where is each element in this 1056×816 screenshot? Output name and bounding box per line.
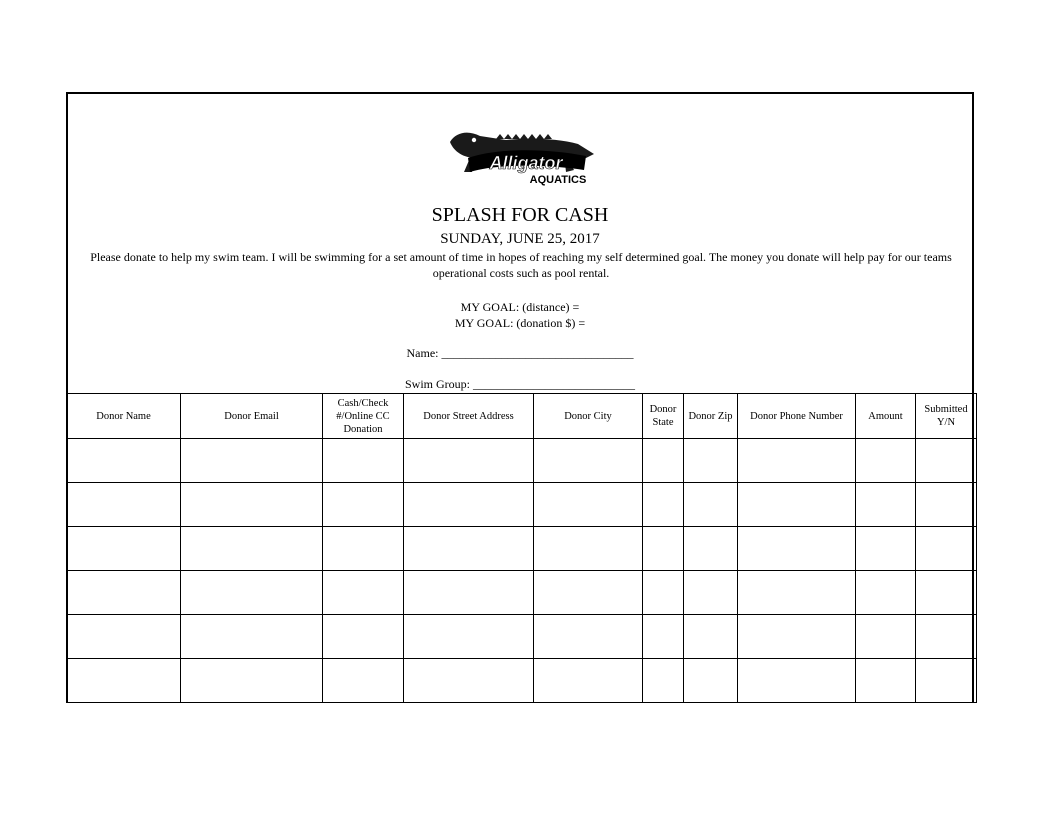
table-cell[interactable] (181, 571, 323, 615)
table-cell[interactable] (643, 439, 684, 483)
table-cell[interactable] (67, 571, 181, 615)
table-row (67, 439, 977, 483)
goal-donation: MY GOAL: (donation $) = (454, 316, 586, 330)
swim-group-field[interactable]: Swim Group: ___________________________ (404, 377, 635, 391)
name-field[interactable]: Name: ________________________________ (406, 346, 634, 360)
event-title: SPLASH FOR CASH (431, 204, 609, 226)
header-payment-method: Cash/Check #/Online CC Donation (323, 394, 404, 439)
table-cell[interactable] (738, 571, 856, 615)
table-row (67, 571, 977, 615)
table-cell[interactable] (181, 527, 323, 571)
table-cell[interactable] (684, 527, 738, 571)
table-cell[interactable] (67, 615, 181, 659)
header-amount: Amount (856, 394, 916, 439)
event-description: Please donate to help my swim team. I will be swimming for a set amount of time in hopes of reaching my self determined goal. The money you donate will help pay for our teams operational costs such as pool rental. (90, 250, 952, 280)
donor-table-body (67, 439, 977, 703)
table-cell[interactable] (323, 439, 404, 483)
table-cell[interactable] (684, 615, 738, 659)
table-row (67, 615, 977, 659)
table-cell[interactable] (404, 483, 534, 527)
table-cell[interactable] (534, 615, 643, 659)
header-street-address: Donor Street Address (404, 394, 534, 439)
table-cell[interactable] (856, 571, 916, 615)
table-cell[interactable] (916, 439, 977, 483)
table-cell[interactable] (643, 527, 684, 571)
table-cell[interactable] (534, 439, 643, 483)
table-cell[interactable] (323, 527, 404, 571)
table-cell[interactable] (738, 439, 856, 483)
table-cell[interactable] (534, 571, 643, 615)
table-cell[interactable] (323, 659, 404, 703)
table-cell[interactable] (856, 659, 916, 703)
table-cell[interactable] (916, 571, 977, 615)
table-cell[interactable] (738, 483, 856, 527)
table-cell[interactable] (684, 439, 738, 483)
table-cell[interactable] (67, 659, 181, 703)
header-donor-email: Donor Email (181, 394, 323, 439)
header-donor-name: Donor Name (67, 394, 181, 439)
header-phone-number: Donor Phone Number (738, 394, 856, 439)
table-cell[interactable] (534, 659, 643, 703)
table-cell[interactable] (181, 483, 323, 527)
table-cell[interactable] (856, 615, 916, 659)
table-cell[interactable] (684, 571, 738, 615)
table-cell[interactable] (67, 527, 181, 571)
table-cell[interactable] (856, 527, 916, 571)
table-row (67, 483, 977, 527)
table-cell[interactable] (738, 527, 856, 571)
table-cell[interactable] (534, 527, 643, 571)
table-cell[interactable] (67, 483, 181, 527)
table-cell[interactable] (856, 483, 916, 527)
table-cell[interactable] (534, 483, 643, 527)
table-cell[interactable] (684, 483, 738, 527)
donor-table (66, 393, 977, 703)
donation-form-sheet (66, 92, 974, 702)
table-cell[interactable] (181, 659, 323, 703)
table-cell[interactable] (323, 571, 404, 615)
table-cell[interactable] (916, 527, 977, 571)
form-header (68, 94, 972, 394)
table-cell[interactable] (856, 439, 916, 483)
header-donor-state: Donor State (643, 394, 684, 439)
table-cell[interactable] (916, 659, 977, 703)
table-cell[interactable] (404, 615, 534, 659)
table-cell[interactable] (404, 527, 534, 571)
table-cell[interactable] (404, 439, 534, 483)
table-cell[interactable] (643, 615, 684, 659)
logo-text-aquatics: AQUATICS (529, 174, 587, 186)
goal-distance: MY GOAL: (distance) = (460, 300, 580, 314)
table-cell[interactable] (643, 571, 684, 615)
table-row (67, 527, 977, 571)
table-row (67, 659, 977, 703)
table-header-row (67, 394, 977, 439)
table-cell[interactable] (643, 483, 684, 527)
header-donor-zip: Donor Zip (684, 394, 738, 439)
table-cell[interactable] (738, 615, 856, 659)
table-cell[interactable] (684, 659, 738, 703)
table-cell[interactable] (738, 659, 856, 703)
header-submitted: Submitted Y/N (916, 394, 977, 439)
event-date: SUNDAY, JUNE 25, 2017 (440, 231, 600, 247)
table-cell[interactable] (404, 571, 534, 615)
table-cell[interactable] (916, 615, 977, 659)
table-cell[interactable] (916, 483, 977, 527)
table-cell[interactable] (181, 439, 323, 483)
table-cell[interactable] (643, 659, 684, 703)
header-donor-city: Donor City (534, 394, 643, 439)
table-cell[interactable] (323, 483, 404, 527)
table-cell[interactable] (67, 439, 181, 483)
logo-text-alligator: Alligator (489, 153, 563, 173)
table-cell[interactable] (404, 659, 534, 703)
table-cell[interactable] (181, 615, 323, 659)
alligator-logo-icon (446, 128, 598, 188)
table-cell[interactable] (323, 615, 404, 659)
